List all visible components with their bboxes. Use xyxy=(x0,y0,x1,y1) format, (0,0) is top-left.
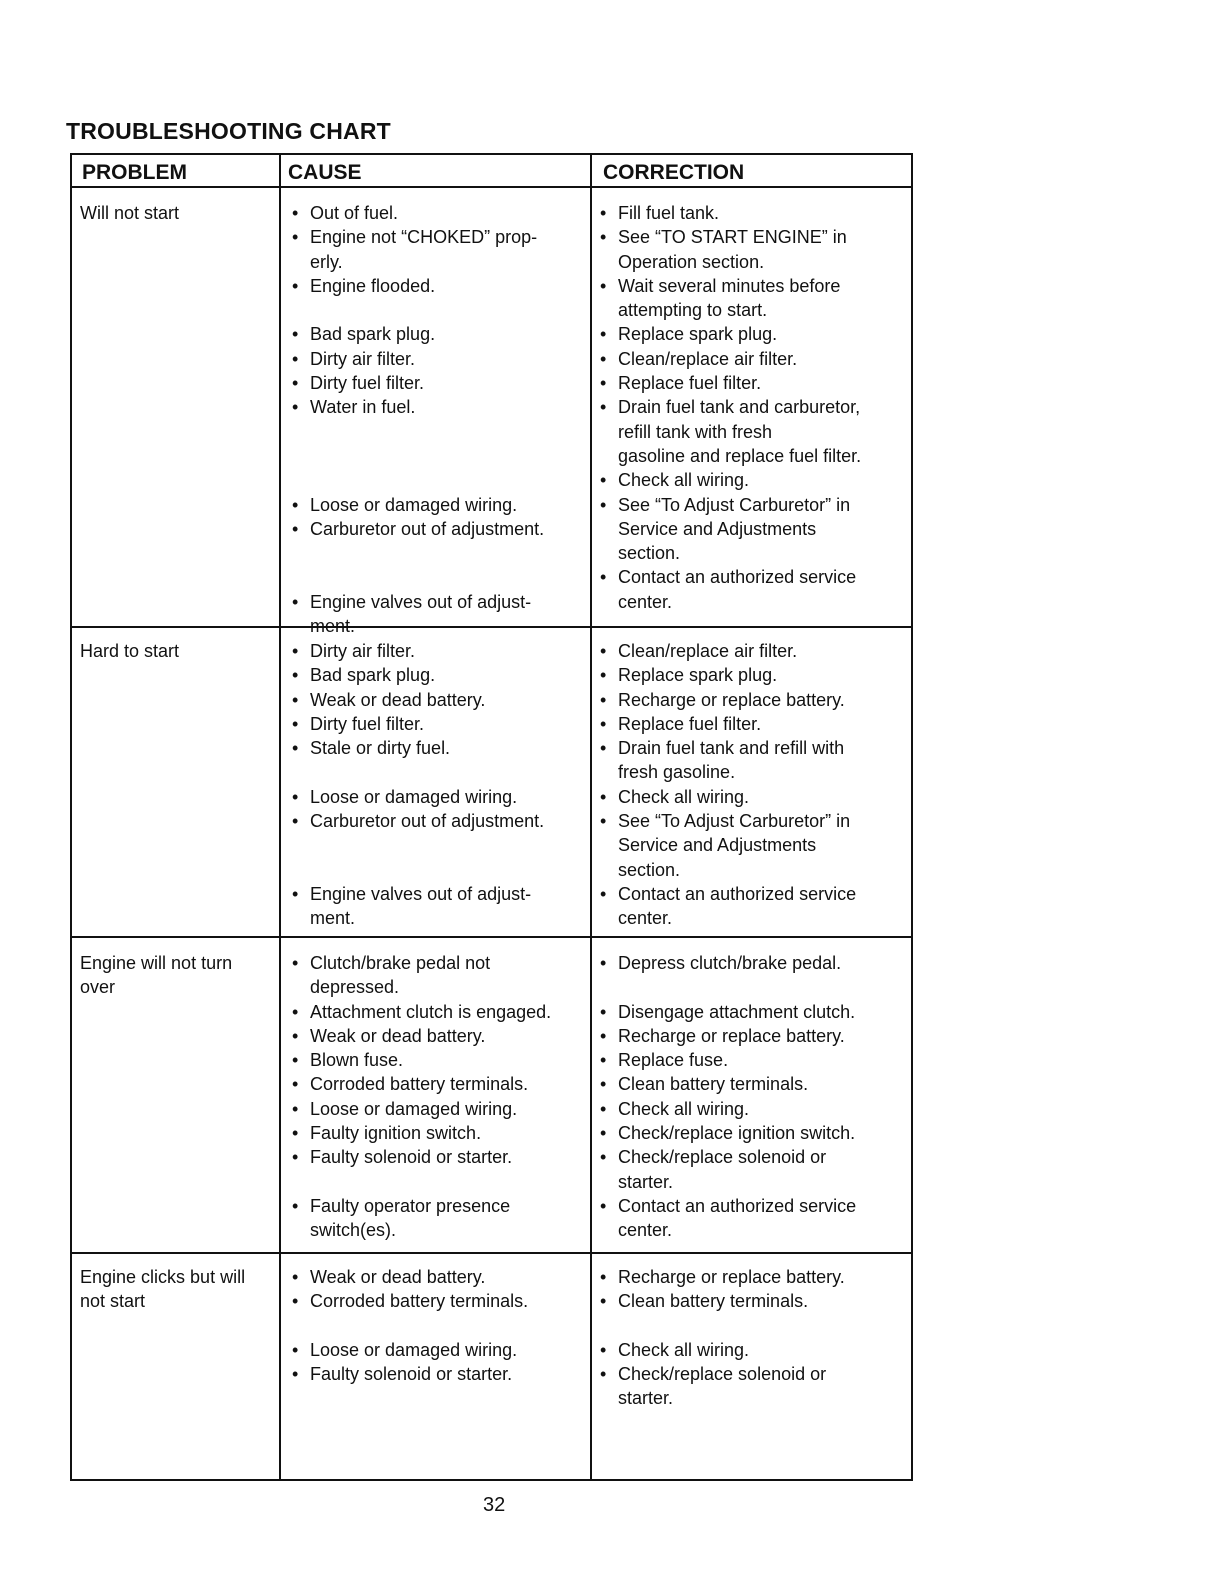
spacer xyxy=(288,444,583,468)
list-item: • Dirty fuel filter. xyxy=(288,371,583,395)
list-item: • Carburetor out of adjustment. xyxy=(288,809,583,833)
page-number: 32 xyxy=(483,1494,506,1516)
spacer xyxy=(596,1314,906,1338)
cause-list xyxy=(288,639,583,931)
list-item: • Fill fuel tank. xyxy=(596,201,906,225)
list-item: • Replace fuel filter. xyxy=(596,371,906,395)
header-correction: CORRECTION xyxy=(603,161,745,184)
list-item: • Dirty air filter. xyxy=(288,639,583,663)
list-item: • Faulty solenoid or starter. xyxy=(288,1145,583,1169)
correction-list xyxy=(596,1265,906,1411)
list-item: • Replace fuse. xyxy=(596,1048,906,1072)
correction-list xyxy=(596,201,906,614)
page-title: TROUBLESHOOTING CHART xyxy=(66,118,391,144)
spacer xyxy=(288,833,583,857)
list-item: • Check all wiring. xyxy=(596,1338,906,1362)
list-item: • Weak or dead battery. xyxy=(288,1024,583,1048)
list-item: • Loose or damaged wiring. xyxy=(288,1097,583,1121)
list-item: • Check/replace solenoid or starter. xyxy=(596,1145,906,1194)
spacer xyxy=(288,565,583,589)
list-item: • Check/replace solenoid or starter. xyxy=(596,1362,906,1411)
list-item: • Bad spark plug. xyxy=(288,663,583,687)
spacer xyxy=(596,975,906,999)
spacer xyxy=(288,420,583,444)
cause-list xyxy=(288,951,583,1243)
column-divider xyxy=(590,155,592,1479)
list-item: • Blown fuse. xyxy=(288,1048,583,1072)
row-divider xyxy=(72,1252,911,1254)
list-item: • Dirty air filter. xyxy=(288,347,583,371)
list-item: • Check all wiring. xyxy=(596,1097,906,1121)
spacer xyxy=(288,858,583,882)
list-item: • Loose or damaged wiring. xyxy=(288,785,583,809)
header-divider xyxy=(72,186,911,188)
list-item: • Recharge or replace battery. xyxy=(596,1265,906,1289)
list-item: • Carburetor out of adjustment. xyxy=(288,517,583,541)
list-item: • See “To Adjust Carburetor” in Service and Adjustments section. xyxy=(596,493,906,566)
spacer xyxy=(288,468,583,492)
list-item: • Corroded battery terminals. xyxy=(288,1072,583,1096)
list-item: • Recharge or replace battery. xyxy=(596,1024,906,1048)
list-item: • Wait several minutes before attempting to start. xyxy=(596,274,906,323)
header-cause: CAUSE xyxy=(288,161,362,184)
problem-cell: Engine will not turn over xyxy=(80,953,233,998)
row-divider xyxy=(72,936,911,938)
spacer xyxy=(288,1314,583,1338)
problem-cell: Engine clicks but will not start xyxy=(80,1267,246,1312)
list-item: • Clutch/brake pedal not depressed. xyxy=(288,951,583,1000)
correction-list xyxy=(596,951,906,1243)
list-item: • See “TO START ENGINE” in Operation section. xyxy=(596,225,906,274)
correction-list xyxy=(596,639,906,931)
list-item: • Contact an authorized service center. xyxy=(596,1194,906,1243)
list-item: • Stale or dirty fuel. xyxy=(288,736,583,760)
problem-cell: Will not start xyxy=(80,203,180,223)
list-item: • Dirty fuel filter. xyxy=(288,712,583,736)
header-problem: PROBLEM xyxy=(82,161,187,184)
list-item: • Clean/replace air filter. xyxy=(596,639,906,663)
list-item: • Disengage attachment clutch. xyxy=(596,1000,906,1024)
list-item: • Drain fuel tank and refill with fresh gasoline. xyxy=(596,736,906,785)
list-item: • Check all wiring. xyxy=(596,468,906,492)
list-item: • Recharge or replace battery. xyxy=(596,688,906,712)
list-item: • Check all wiring. xyxy=(596,785,906,809)
list-item: • Contact an authorized service center. xyxy=(596,565,906,614)
spacer xyxy=(288,1170,583,1194)
list-item: • Faulty solenoid or starter. xyxy=(288,1362,583,1386)
list-item: • Bad spark plug. xyxy=(288,322,583,346)
list-item: • Faulty ignition switch. xyxy=(288,1121,583,1145)
list-item: • Attachment clutch is engaged. xyxy=(288,1000,583,1024)
list-item: • Engine flooded. xyxy=(288,274,583,298)
list-item: • Clean/replace air filter. xyxy=(596,347,906,371)
list-item: • Engine not “CHOKED” prop- erly. xyxy=(288,225,583,274)
list-item: • Corroded battery terminals. xyxy=(288,1289,583,1313)
list-item: • See “To Adjust Carburetor” in Service and Adjustments section. xyxy=(596,809,906,882)
spacer xyxy=(288,760,583,784)
list-item: • Weak or dead battery. xyxy=(288,688,583,712)
problem-cell: Hard to start xyxy=(80,641,180,661)
list-item: • Clean battery terminals. xyxy=(596,1289,906,1313)
troubleshooting-table xyxy=(70,153,913,1481)
list-item: • Loose or damaged wiring. xyxy=(288,1338,583,1362)
list-item: • Depress clutch/brake pedal. xyxy=(596,951,906,975)
spacer xyxy=(288,298,583,322)
column-divider xyxy=(279,155,281,1479)
list-item: • Replace spark plug. xyxy=(596,322,906,346)
list-item: • Faulty operator presence switch(es). xyxy=(288,1194,583,1243)
list-item: • Out of fuel. xyxy=(288,201,583,225)
list-item: • Contact an authorized service center. xyxy=(596,882,906,931)
list-item: • Water in fuel. xyxy=(288,395,583,419)
cause-list xyxy=(288,201,583,638)
list-item: • Check/replace ignition switch. xyxy=(596,1121,906,1145)
spacer xyxy=(288,541,583,565)
list-item: • Weak or dead battery. xyxy=(288,1265,583,1289)
list-item: • Drain fuel tank and carburetor, refill tank with fresh gasoline and replace fuel filter. xyxy=(596,395,906,468)
list-item: • Loose or damaged wiring. xyxy=(288,493,583,517)
list-item: • Replace spark plug. xyxy=(596,663,906,687)
list-item: • Engine valves out of adjust- ment. xyxy=(288,590,583,639)
cause-list xyxy=(288,1265,583,1386)
list-item: • Clean battery terminals. xyxy=(596,1072,906,1096)
list-item: • Replace fuel filter. xyxy=(596,712,906,736)
list-item: • Engine valves out of adjust- ment. xyxy=(288,882,583,931)
